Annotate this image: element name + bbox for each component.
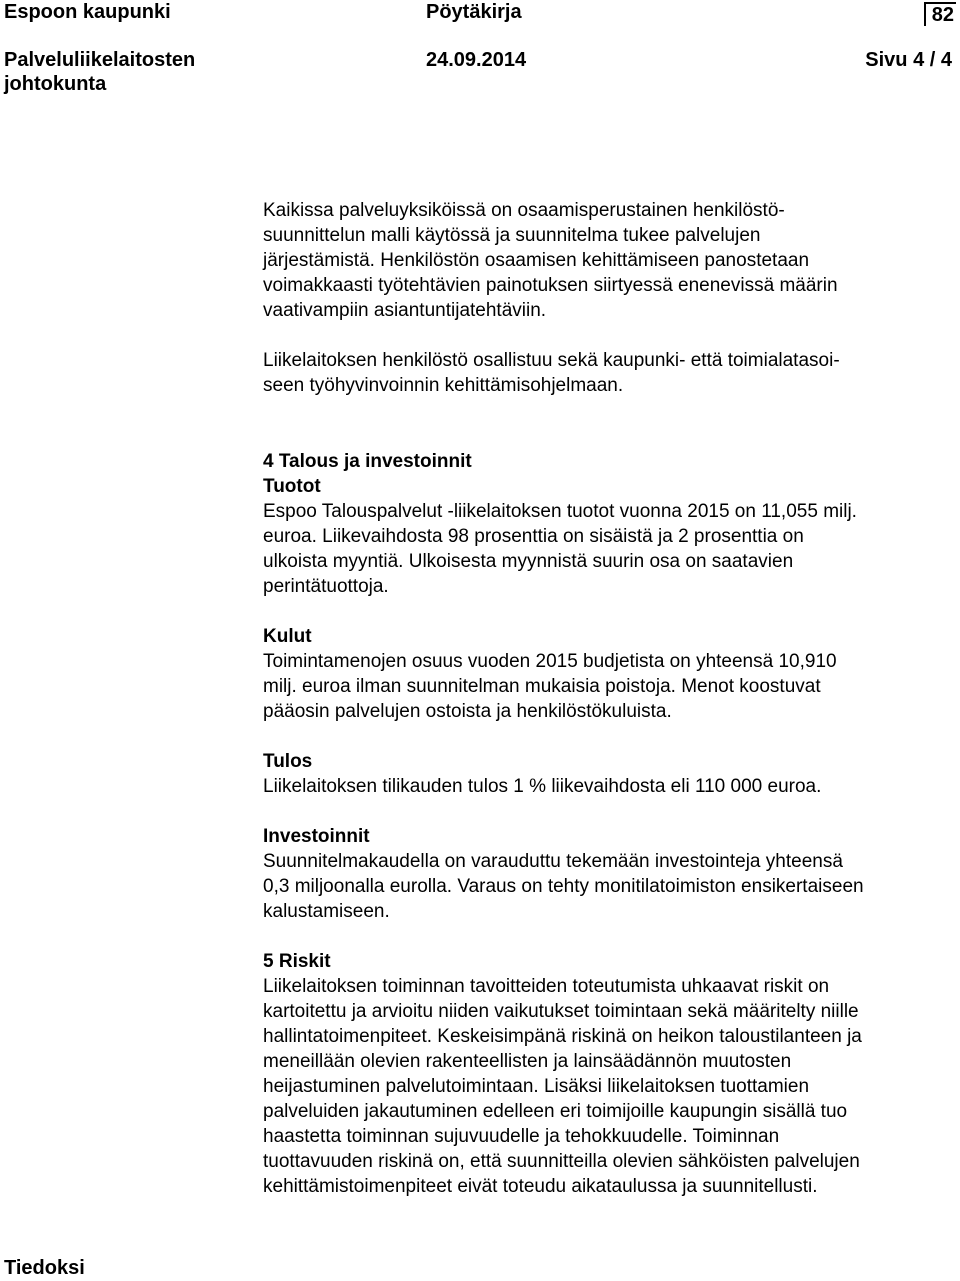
text-line: Suunnitelmakaudella on varauduttu tekemään investointeja yhteensä — [263, 851, 843, 872]
text-line: kalustamiseen. — [263, 901, 390, 922]
text-line: kehittämistoimenpiteet eivät toteudu aikataulussa ja suunnitellusti. — [263, 1176, 818, 1197]
paragraph-revenue — [263, 499, 953, 599]
text-line: Espoo Talouspalvelut -liikelaitoksen tuotot vuonna 2015 on 11,055 milj. — [263, 501, 857, 522]
body-name-line1: Palveluliikelaitosten — [4, 49, 196, 71]
paragraph-investments — [263, 849, 953, 924]
text-line: suunnittelun malli käytössä ja suunnitelma tukee palvelujen — [263, 225, 761, 246]
distribution-label: Tiedoksi — [4, 1257, 85, 1279]
document-body — [263, 198, 953, 1199]
paragraph-costs — [263, 649, 953, 724]
text-line: tuottavuuden riskinä on, että suunnitteilla olevien sähköisten palvelujen — [263, 1151, 860, 1172]
subheading-costs: Kulut — [263, 626, 312, 647]
text-line: voimakkaasti työtehtävien painotuksen siirtyessä enenevissä määrin — [263, 275, 838, 296]
organization-name: Espoon kaupunki — [4, 1, 171, 23]
subheading-result: Tulos — [263, 751, 313, 772]
text-line: Toimintamenojen osuus vuoden 2015 budjetista on yhteensä 10,910 — [263, 651, 837, 672]
text-line: järjestämistä. Henkilöstön osaamisen kehittämiseen panostetaan — [263, 250, 810, 271]
paragraph-risks — [263, 974, 953, 1199]
text-line: haastetta toiminnan sujuvuudelle ja tehokkuudelle. Toiminnan — [263, 1126, 780, 1147]
section-heading-risks: 5 Riskit — [263, 951, 331, 972]
text-line: Liikelaitoksen toiminnan tavoitteiden toteutumista uhkaavat riskit on — [263, 976, 830, 997]
text-line: Kaikissa palveluyksiköissä on osaamisperustainen henkilöstö- — [263, 200, 785, 221]
paragraph-result — [263, 774, 953, 799]
paragraph-competence — [263, 198, 953, 323]
text-line: hallintatoimenpiteet. Keskeisimpänä riskinä on heikon taloustilanteen ja — [263, 1026, 862, 1047]
text-line: Liikelaitoksen henkilöstö osallistuu sekä kaupunki- että toimialatasoi- — [263, 350, 840, 371]
text-line: kartoitettu ja arvioitu niiden vaikutukset toimintaan sekä määritelty niille — [263, 1001, 859, 1022]
document-type: Pöytäkirja — [426, 1, 522, 23]
section-number: 82 — [924, 2, 956, 26]
text-line: milj. euroa ilman suunnitelman mukaisia poistoja. Menot koostuvat — [263, 676, 821, 697]
text-line: palveluiden jakautuminen edelleen eri toimijoille kaupungin sisällä tuo — [263, 1101, 848, 1122]
page-indicator: Sivu 4 / 4 — [865, 49, 952, 71]
subheading-investments: Investoinnit — [263, 826, 370, 847]
text-line: vaativampiin asiantuntijatehtäviin. — [263, 300, 547, 321]
text-line: meneillään olevien rakenteellisten ja lainsäädännön muutosten — [263, 1051, 792, 1072]
text-line: Liikelaitoksen tilikauden tulos 1 % liikevaihdosta eli 110 000 euroa. — [263, 776, 822, 797]
text-line: 0,3 miljoonalla eurolla. Varaus on tehty monitilatoimiston ensikertaiseen — [263, 876, 864, 897]
text-line: euroa. Liikevaihdosta 98 prosenttia on sisäistä ja 2 prosenttia on — [263, 526, 804, 547]
subheading-revenue: Tuotot — [263, 476, 321, 497]
text-line: seen työhyvinvoinnin kehittämisohjelmaan. — [263, 375, 624, 396]
text-line: pääosin palvelujen ostoista ja henkilöstökuluista. — [263, 701, 672, 722]
body-name-line2: johtokunta — [4, 73, 107, 95]
meeting-date: 24.09.2014 — [426, 49, 527, 71]
text-line: heijastuminen palvelutoimintaan. Lisäksi liikelaitoksen tuottamien — [263, 1076, 810, 1097]
section-heading-finance: 4 Talous ja investoinnit — [263, 451, 472, 472]
paragraph-wellbeing — [263, 348, 953, 398]
text-line: ulkoista myyntiä. Ulkoisesta myynnistä suurin osa on saatavien — [263, 551, 794, 572]
text-line: perintätuottoja. — [263, 576, 389, 597]
